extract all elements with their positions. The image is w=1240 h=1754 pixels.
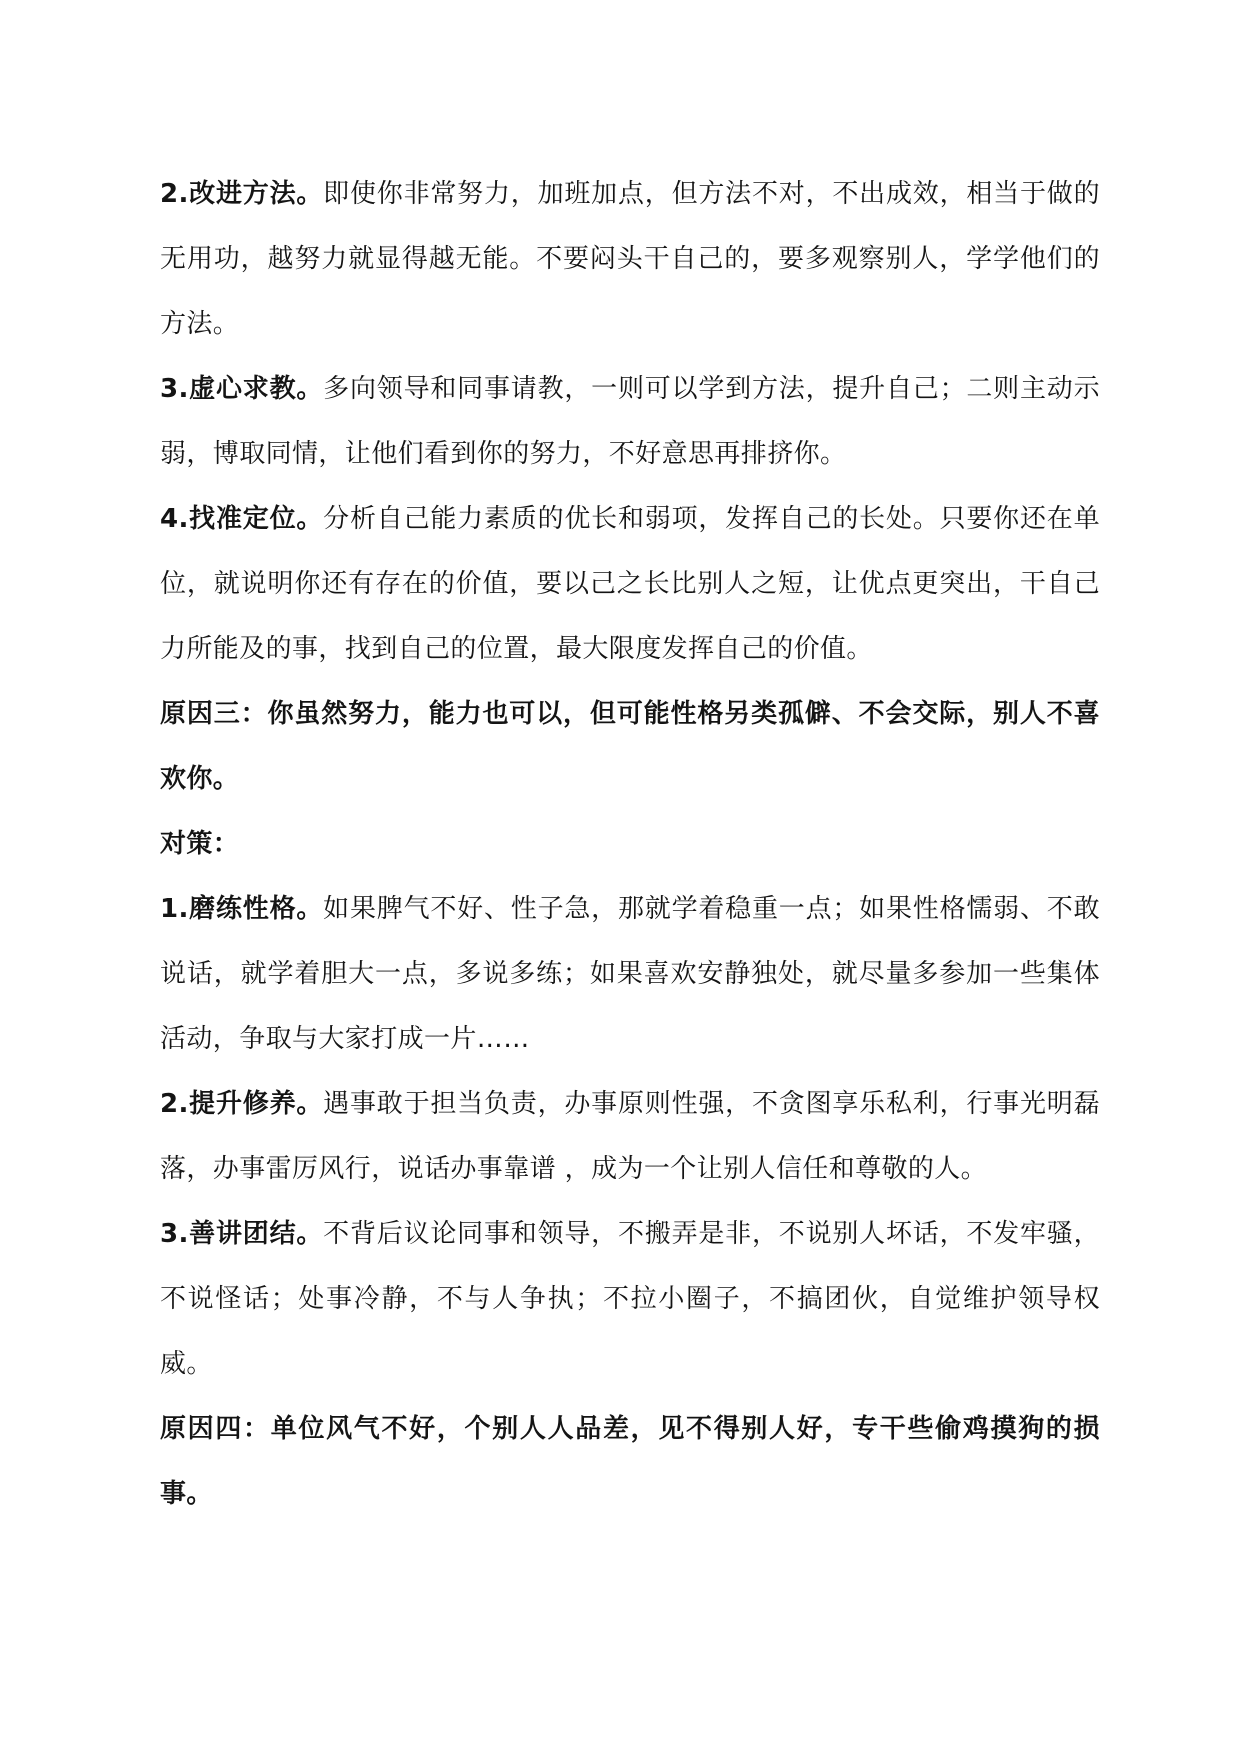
paragraph-method [160, 162, 1100, 357]
document-body [160, 162, 1100, 1527]
heading-text: 对策： [160, 829, 240, 859]
paragraph-lead: 2.提升修养。 [160, 1089, 324, 1119]
paragraph-text: 如果脾气不好、性子急，那就学着稳重一点；如果性格懦弱、不敢说话，就学着胆大一点，多说多练；如果喜欢安静独处，就尽量多参加一些集体活动，争取与大家打成一片…… [160, 894, 1100, 1054]
heading-text: 原因三：你虽然努力，能力也可以，但可能性格另类孤僻、不会交际，别人不喜欢你。 [160, 699, 1100, 794]
paragraph-text: 遇事敢于担当负责，办事原则性强，不贪图享乐私利，行事光明磊落，办事雷厉风行，说话办事靠谱 ，成为一个让别人信任和尊敬的人。 [160, 1089, 1100, 1184]
paragraph-lead: 3.善讲团结。 [160, 1219, 324, 1249]
paragraph-cultivation [160, 1072, 1100, 1202]
section-heading-reason-four [160, 1397, 1100, 1527]
paragraph-text: 多向领导和同事请教，一则可以学到方法，提升自己；二则主动示弱，博取同情，让他们看到你的努力，不好意思再排挤你。 [160, 374, 1100, 469]
heading-text: 原因四：单位风气不好，个别人人品差，见不得别人好，专干些偷鸡摸狗的损事。 [160, 1414, 1100, 1509]
paragraph-lead: 4.找准定位。 [160, 504, 324, 534]
paragraph-lead: 2.改进方法。 [160, 179, 324, 209]
paragraph-lead: 1.磨练性格。 [160, 894, 324, 924]
paragraph-text: 不背后议论同事和领导，不搬弄是非，不说别人坏话，不发牢骚，不说怪话；处事冷静，不与人争执；不拉小圈子，不搞团伙，自觉维护领导权威。 [160, 1219, 1100, 1379]
countermeasure-label [160, 812, 1100, 877]
paragraph-text: 即使你非常努力，加班加点，但方法不对，不出成效，相当于做的无用功，越努力就显得越无能。不要闷头干自己的，要多观察别人，学学他们的方法。 [160, 179, 1100, 339]
paragraph-ask [160, 357, 1100, 487]
paragraph-lead: 3.虚心求教。 [160, 374, 324, 404]
section-heading-reason-three [160, 682, 1100, 812]
paragraph-temper [160, 877, 1100, 1072]
paragraph-position [160, 487, 1100, 682]
paragraph-text: 分析自己能力素质的优长和弱项，发挥自己的长处。只要你还在单位，就说明你还有存在的价值，要以己之长比别人之短，让优点更突出，干自己力所能及的事，找到自己的位置，最大限度发挥自己的价值。 [160, 504, 1100, 664]
paragraph-unity [160, 1202, 1100, 1397]
